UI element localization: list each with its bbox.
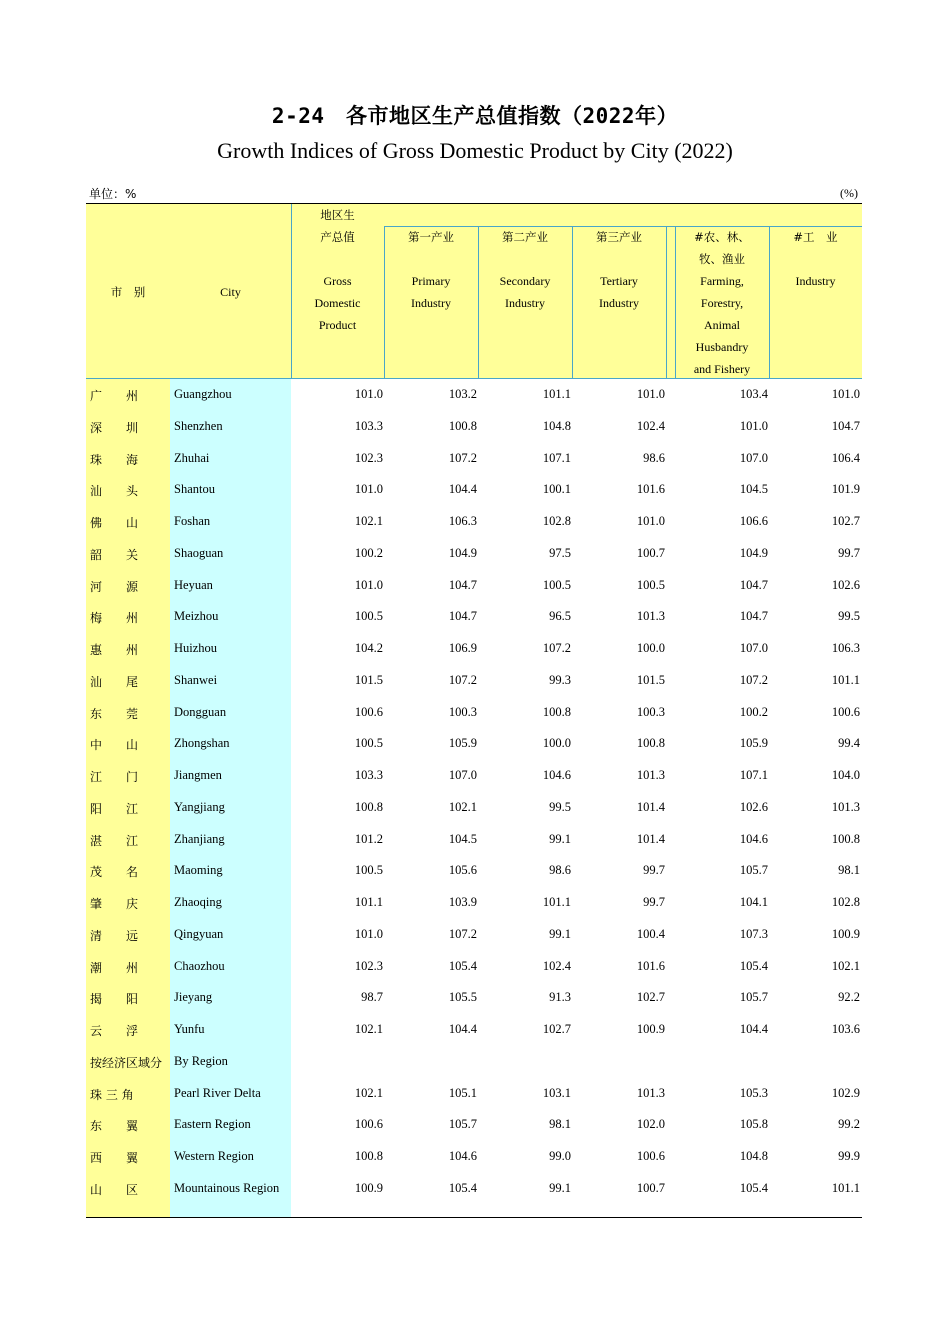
secondary-value: 91.3: [549, 990, 571, 1005]
table-row: [86, 855, 862, 887]
city-name-en: Shanwei: [174, 672, 218, 687]
table-row: [86, 792, 862, 824]
industry-value: 101.9: [831, 482, 860, 497]
primary-value: 104.4: [448, 1022, 477, 1036]
primary-value: 102.1: [448, 799, 477, 814]
city-name-cn: 中 山: [90, 738, 139, 753]
primary-value: 104.9: [448, 545, 477, 560]
farming-value: 107.0: [739, 450, 768, 465]
primary-value: 105.5: [448, 990, 477, 1005]
industry-value: 99.5: [838, 609, 860, 624]
farming-value: 105.7: [739, 863, 768, 878]
farming-value: 105.7: [739, 990, 768, 1005]
table-row: [86, 887, 862, 919]
industry-value: 101.1: [831, 672, 860, 687]
table-row: [86, 1141, 862, 1173]
header-tertiary: 第三产业 Tertiary Industry: [596, 230, 642, 310]
industry-value: 99.2: [838, 1117, 860, 1132]
secondary-value: 99.3: [549, 672, 571, 687]
city-name-en: Zhuhai: [174, 450, 210, 465]
primary-value: 105.4: [448, 1180, 477, 1195]
city-name-cn: 潮 州: [90, 960, 139, 975]
city-name-cn: 东 翼: [90, 1119, 139, 1134]
city-name-en: Foshan: [174, 514, 211, 528]
farming-value: 104.6: [739, 831, 768, 846]
header-industry: #工 业 Industry: [793, 230, 838, 288]
city-name-cn: 西 翼: [90, 1151, 139, 1165]
city-name-cn: 梅 州: [90, 611, 139, 626]
secondary-value: 99.1: [549, 926, 571, 941]
secondary-value: 100.0: [542, 736, 571, 751]
city-name-cn: 云 浮: [90, 1024, 139, 1038]
tertiary-value: 101.5: [636, 672, 665, 687]
city-name-en: Yunfu: [174, 1022, 205, 1036]
gdp-value: 100.5: [354, 609, 383, 624]
city-name-cn: 东 莞: [90, 706, 139, 721]
city-name-en: Zhongshan: [174, 736, 230, 751]
table-row: [86, 919, 862, 951]
gdp-value: 98.7: [361, 990, 383, 1005]
city-name-en: Maoming: [174, 863, 223, 878]
header-gdp: 地区生 产总值 Gross Domestic Product: [314, 208, 361, 332]
farming-value: 104.1: [739, 895, 768, 909]
secondary-value: 104.8: [542, 418, 571, 433]
page-title-chinese: 2-24 各市地区生产总值指数（2022年）: [271, 104, 679, 128]
page-title-english: Growth Indices of Gross Domestic Product by City (2022): [217, 138, 733, 163]
city-name-en: Pearl River Delta: [174, 1085, 261, 1100]
primary-value: 107.2: [448, 450, 477, 465]
tertiary-value: 100.8: [636, 736, 665, 751]
header-city-en: City: [220, 285, 241, 299]
farming-value: 105.8: [739, 1117, 768, 1132]
tertiary-value: 101.6: [636, 958, 665, 973]
city-name-en: Jiangmen: [174, 768, 222, 782]
farming-value: 101.0: [739, 418, 768, 433]
industry-value: 99.4: [838, 736, 860, 751]
table-row: [86, 1109, 862, 1141]
city-name-cn: 揭 阳: [90, 992, 139, 1007]
city-name-cn: 广 州: [90, 389, 139, 403]
secondary-value: 107.2: [542, 641, 571, 655]
primary-value: 104.4: [448, 482, 477, 497]
header-primary: 第一产业 Primary Industry: [408, 230, 454, 310]
primary-value: 107.0: [448, 768, 477, 782]
gdp-value: 101.0: [354, 926, 383, 941]
farming-value: 103.4: [739, 387, 768, 401]
city-name-en: Shaoguan: [174, 545, 224, 560]
table-row: [86, 1014, 862, 1046]
secondary-value: 104.6: [542, 768, 571, 782]
tertiary-value: 101.0: [636, 514, 665, 528]
gdp-value: 100.6: [354, 1117, 383, 1132]
industry-value: 106.3: [831, 641, 860, 655]
primary-value: 104.5: [448, 831, 477, 846]
city-name-cn: 汕 尾: [90, 674, 139, 689]
gdp-value: 102.3: [354, 450, 383, 465]
primary-value: 107.2: [448, 672, 477, 687]
tertiary-value: 102.0: [636, 1117, 665, 1132]
tertiary-value: 101.4: [636, 799, 665, 814]
secondary-value: 100.5: [542, 577, 571, 592]
city-name-en: Huizhou: [174, 641, 218, 655]
tertiary-value: 99.7: [643, 863, 665, 878]
secondary-value: 103.1: [542, 1085, 571, 1100]
gdp-value: 104.2: [354, 641, 383, 655]
city-name-en: Mountainous Region: [174, 1180, 280, 1195]
table-row: [86, 633, 862, 665]
table-header: [86, 203, 862, 379]
industry-value: 101.1: [831, 1180, 860, 1195]
table-row: [86, 570, 862, 602]
table-row: [86, 665, 862, 697]
farming-value: 104.4: [739, 1022, 768, 1036]
city-name-en: Shantou: [174, 482, 215, 497]
city-name-cn: 江 门: [90, 770, 139, 784]
city-name-cn: 佛 山: [90, 516, 139, 530]
city-name-en: Qingyuan: [174, 926, 224, 941]
secondary-value: 99.5: [549, 799, 571, 814]
header-divider: [666, 226, 667, 379]
secondary-value: 107.1: [542, 450, 571, 465]
tertiary-value: 100.4: [636, 926, 665, 941]
gdp-value: 100.2: [354, 545, 383, 560]
farming-value: 104.7: [739, 609, 768, 624]
city-name-en: Zhanjiang: [174, 831, 225, 846]
farming-value: 104.5: [739, 482, 768, 497]
city-name-cn: 山 区: [90, 1182, 139, 1197]
city-name-cn: 珠 三 角: [90, 1087, 134, 1102]
table-row: [86, 982, 862, 1014]
farming-value: 102.6: [739, 799, 768, 814]
city-name-en: Guangzhou: [174, 387, 232, 401]
primary-value: 103.2: [448, 387, 477, 401]
tertiary-value: 100.0: [636, 641, 665, 655]
industry-value: 92.2: [838, 990, 860, 1005]
gdp-value: 100.5: [354, 736, 383, 751]
primary-value: 106.9: [448, 641, 477, 655]
industry-value: 102.9: [831, 1085, 860, 1100]
city-name-cn: 阳 江: [90, 801, 139, 816]
city-name-cn: 韶 关: [90, 547, 139, 562]
gdp-value: 101.1: [354, 895, 383, 909]
farming-value: 100.2: [739, 704, 768, 719]
city-name-en: Jieyang: [174, 990, 213, 1005]
tertiary-value: 101.3: [636, 768, 665, 782]
industry-value: 106.4: [831, 450, 860, 465]
farming-value: 107.2: [739, 672, 768, 687]
gdp-value: 102.1: [354, 1085, 383, 1100]
primary-value: 104.6: [448, 1149, 477, 1163]
city-name-cn: 肇 庆: [90, 897, 139, 911]
tertiary-value: 102.7: [636, 990, 665, 1005]
industry-value: 101.0: [831, 387, 860, 401]
farming-value: 105.9: [739, 736, 768, 751]
unit-label-english: (%): [840, 186, 858, 200]
gdp-value: 103.3: [354, 418, 383, 433]
tertiary-value: 100.6: [636, 1149, 665, 1163]
gdp-value: 101.0: [354, 387, 383, 401]
table-row: [86, 760, 862, 792]
city-name-en: Eastern Region: [174, 1117, 251, 1132]
farming-value: 105.3: [739, 1085, 768, 1100]
city-name-cn: 湛 江: [90, 833, 139, 848]
secondary-value: 98.1: [549, 1117, 571, 1132]
city-name-en: Shenzhen: [174, 418, 223, 433]
industry-value: 98.1: [838, 863, 860, 878]
industry-value: 102.6: [831, 577, 860, 592]
secondary-value: 102.7: [542, 1022, 571, 1036]
primary-value: 107.2: [448, 926, 477, 941]
tertiary-value: 99.7: [643, 895, 665, 909]
table-row: [86, 474, 862, 506]
farming-value: 104.9: [739, 545, 768, 560]
primary-value: 105.4: [448, 958, 477, 973]
industry-value: 104.0: [831, 768, 860, 782]
city-name-en: Zhaoqing: [174, 895, 222, 909]
table-row: [86, 506, 862, 538]
industry-value: 100.8: [831, 831, 860, 846]
industry-value: 100.6: [831, 704, 860, 719]
city-name-cn: 按经济区域分: [90, 1055, 163, 1070]
table-row: [86, 538, 862, 570]
industry-value: 102.1: [831, 958, 860, 973]
secondary-value: 102.8: [542, 514, 571, 528]
tertiary-value: 100.5: [636, 577, 665, 592]
secondary-value: 101.1: [542, 387, 571, 401]
primary-value: 105.6: [448, 863, 477, 878]
farming-value: 104.7: [739, 577, 768, 592]
city-name-cn: 清 远: [90, 928, 139, 943]
table-row: [86, 443, 862, 475]
tertiary-value: 101.3: [636, 609, 665, 624]
secondary-value: 100.8: [542, 704, 571, 719]
industry-value: 102.7: [831, 514, 860, 528]
tertiary-value: 101.6: [636, 482, 665, 497]
industry-value: 102.8: [831, 895, 860, 909]
table-row: [86, 728, 862, 760]
farming-value: 107.0: [739, 641, 768, 655]
industry-value: 103.6: [831, 1022, 860, 1036]
secondary-value: 99.1: [549, 831, 571, 846]
tertiary-value: 100.7: [636, 545, 665, 560]
gdp-value: 101.0: [354, 577, 383, 592]
farming-value: 106.6: [739, 514, 768, 528]
city-name-cn: 深 圳: [90, 420, 139, 435]
city-name-en: Chaozhou: [174, 958, 225, 973]
secondary-value: 96.5: [549, 609, 571, 624]
tertiary-value: 100.7: [636, 1180, 665, 1195]
primary-value: 105.1: [448, 1085, 477, 1100]
table-row: [86, 601, 862, 633]
industry-value: 104.7: [831, 418, 860, 433]
tertiary-value: 101.0: [636, 387, 665, 401]
secondary-value: 101.1: [542, 895, 571, 909]
gdp-value: 103.3: [354, 768, 383, 782]
header-city-cn: 市 别: [110, 285, 146, 299]
farming-value: 105.4: [739, 1180, 768, 1195]
header-farming: #农、林、 牧、渔业 Farming, Forestry, Animal Husbandry and Fishery: [693, 230, 751, 376]
gdp-value: 102.1: [354, 514, 383, 528]
secondary-value: 97.5: [549, 545, 571, 560]
table-row: [86, 824, 862, 856]
farming-value: 107.3: [739, 926, 768, 941]
table-row: [86, 1078, 862, 1110]
secondary-value: 99.0: [549, 1149, 571, 1163]
tertiary-value: 101.3: [636, 1085, 665, 1100]
unit-label-chinese: 单位：%: [89, 187, 137, 201]
gdp-value: 100.9: [354, 1180, 383, 1195]
farming-value: 104.8: [739, 1149, 768, 1163]
table-row: [86, 1173, 862, 1205]
tertiary-value: 98.6: [643, 450, 665, 465]
primary-value: 100.8: [448, 418, 477, 433]
industry-value: 99.7: [838, 545, 860, 560]
primary-value: 100.3: [448, 704, 477, 719]
secondary-value: 98.6: [549, 863, 571, 878]
primary-value: 106.3: [448, 514, 477, 528]
gdp-value: 101.2: [354, 831, 383, 846]
secondary-value: 102.4: [542, 958, 571, 973]
farming-value: 107.1: [739, 768, 768, 782]
primary-value: 105.9: [448, 736, 477, 751]
tertiary-value: 100.9: [636, 1022, 665, 1036]
gdp-value: 102.1: [354, 1022, 383, 1036]
tertiary-value: 100.3: [636, 704, 665, 719]
city-name-en: Heyuan: [174, 577, 213, 592]
gdp-value: 102.3: [354, 958, 383, 973]
gdp-value: 100.8: [354, 799, 383, 814]
table-row: [86, 951, 862, 983]
primary-value: 104.7: [448, 577, 477, 592]
gdp-value: 100.6: [354, 704, 383, 719]
industry-value: 101.3: [831, 799, 860, 814]
gdp-value: 100.8: [354, 1149, 383, 1163]
city-name-cn: 惠 州: [90, 643, 139, 657]
tertiary-value: 101.4: [636, 831, 665, 846]
secondary-value: 100.1: [542, 482, 571, 497]
table-row: [86, 379, 862, 411]
gdp-value: 100.5: [354, 863, 383, 878]
primary-value: 103.9: [448, 895, 477, 909]
city-name-en: Yangjiang: [174, 799, 225, 814]
primary-value: 105.7: [448, 1117, 477, 1132]
city-name-en: By Region: [174, 1053, 228, 1068]
farming-value: 105.4: [739, 958, 768, 973]
city-name-cn: 茂 名: [90, 865, 139, 880]
table-row: [86, 1046, 862, 1078]
industry-value: 99.9: [838, 1149, 860, 1163]
gdp-value: 101.5: [354, 672, 383, 687]
header-secondary: 第二产业 Secondary Industry: [499, 230, 551, 310]
tertiary-value: 102.4: [636, 418, 665, 433]
city-name-cn: 汕 头: [90, 484, 139, 499]
primary-value: 104.7: [448, 609, 477, 624]
secondary-value: 99.1: [549, 1180, 571, 1195]
industry-value: 100.9: [831, 926, 860, 941]
city-name-cn: 珠 海: [90, 452, 139, 467]
city-name-en: Dongguan: [174, 704, 227, 719]
table-row: [86, 411, 862, 443]
gdp-value: 101.0: [354, 482, 383, 497]
city-name-en: Meizhou: [174, 609, 219, 624]
city-name-cn: 河 源: [90, 579, 139, 594]
table-row: [86, 697, 862, 729]
city-name-en: Western Region: [174, 1149, 254, 1163]
table-body: [86, 379, 862, 1218]
